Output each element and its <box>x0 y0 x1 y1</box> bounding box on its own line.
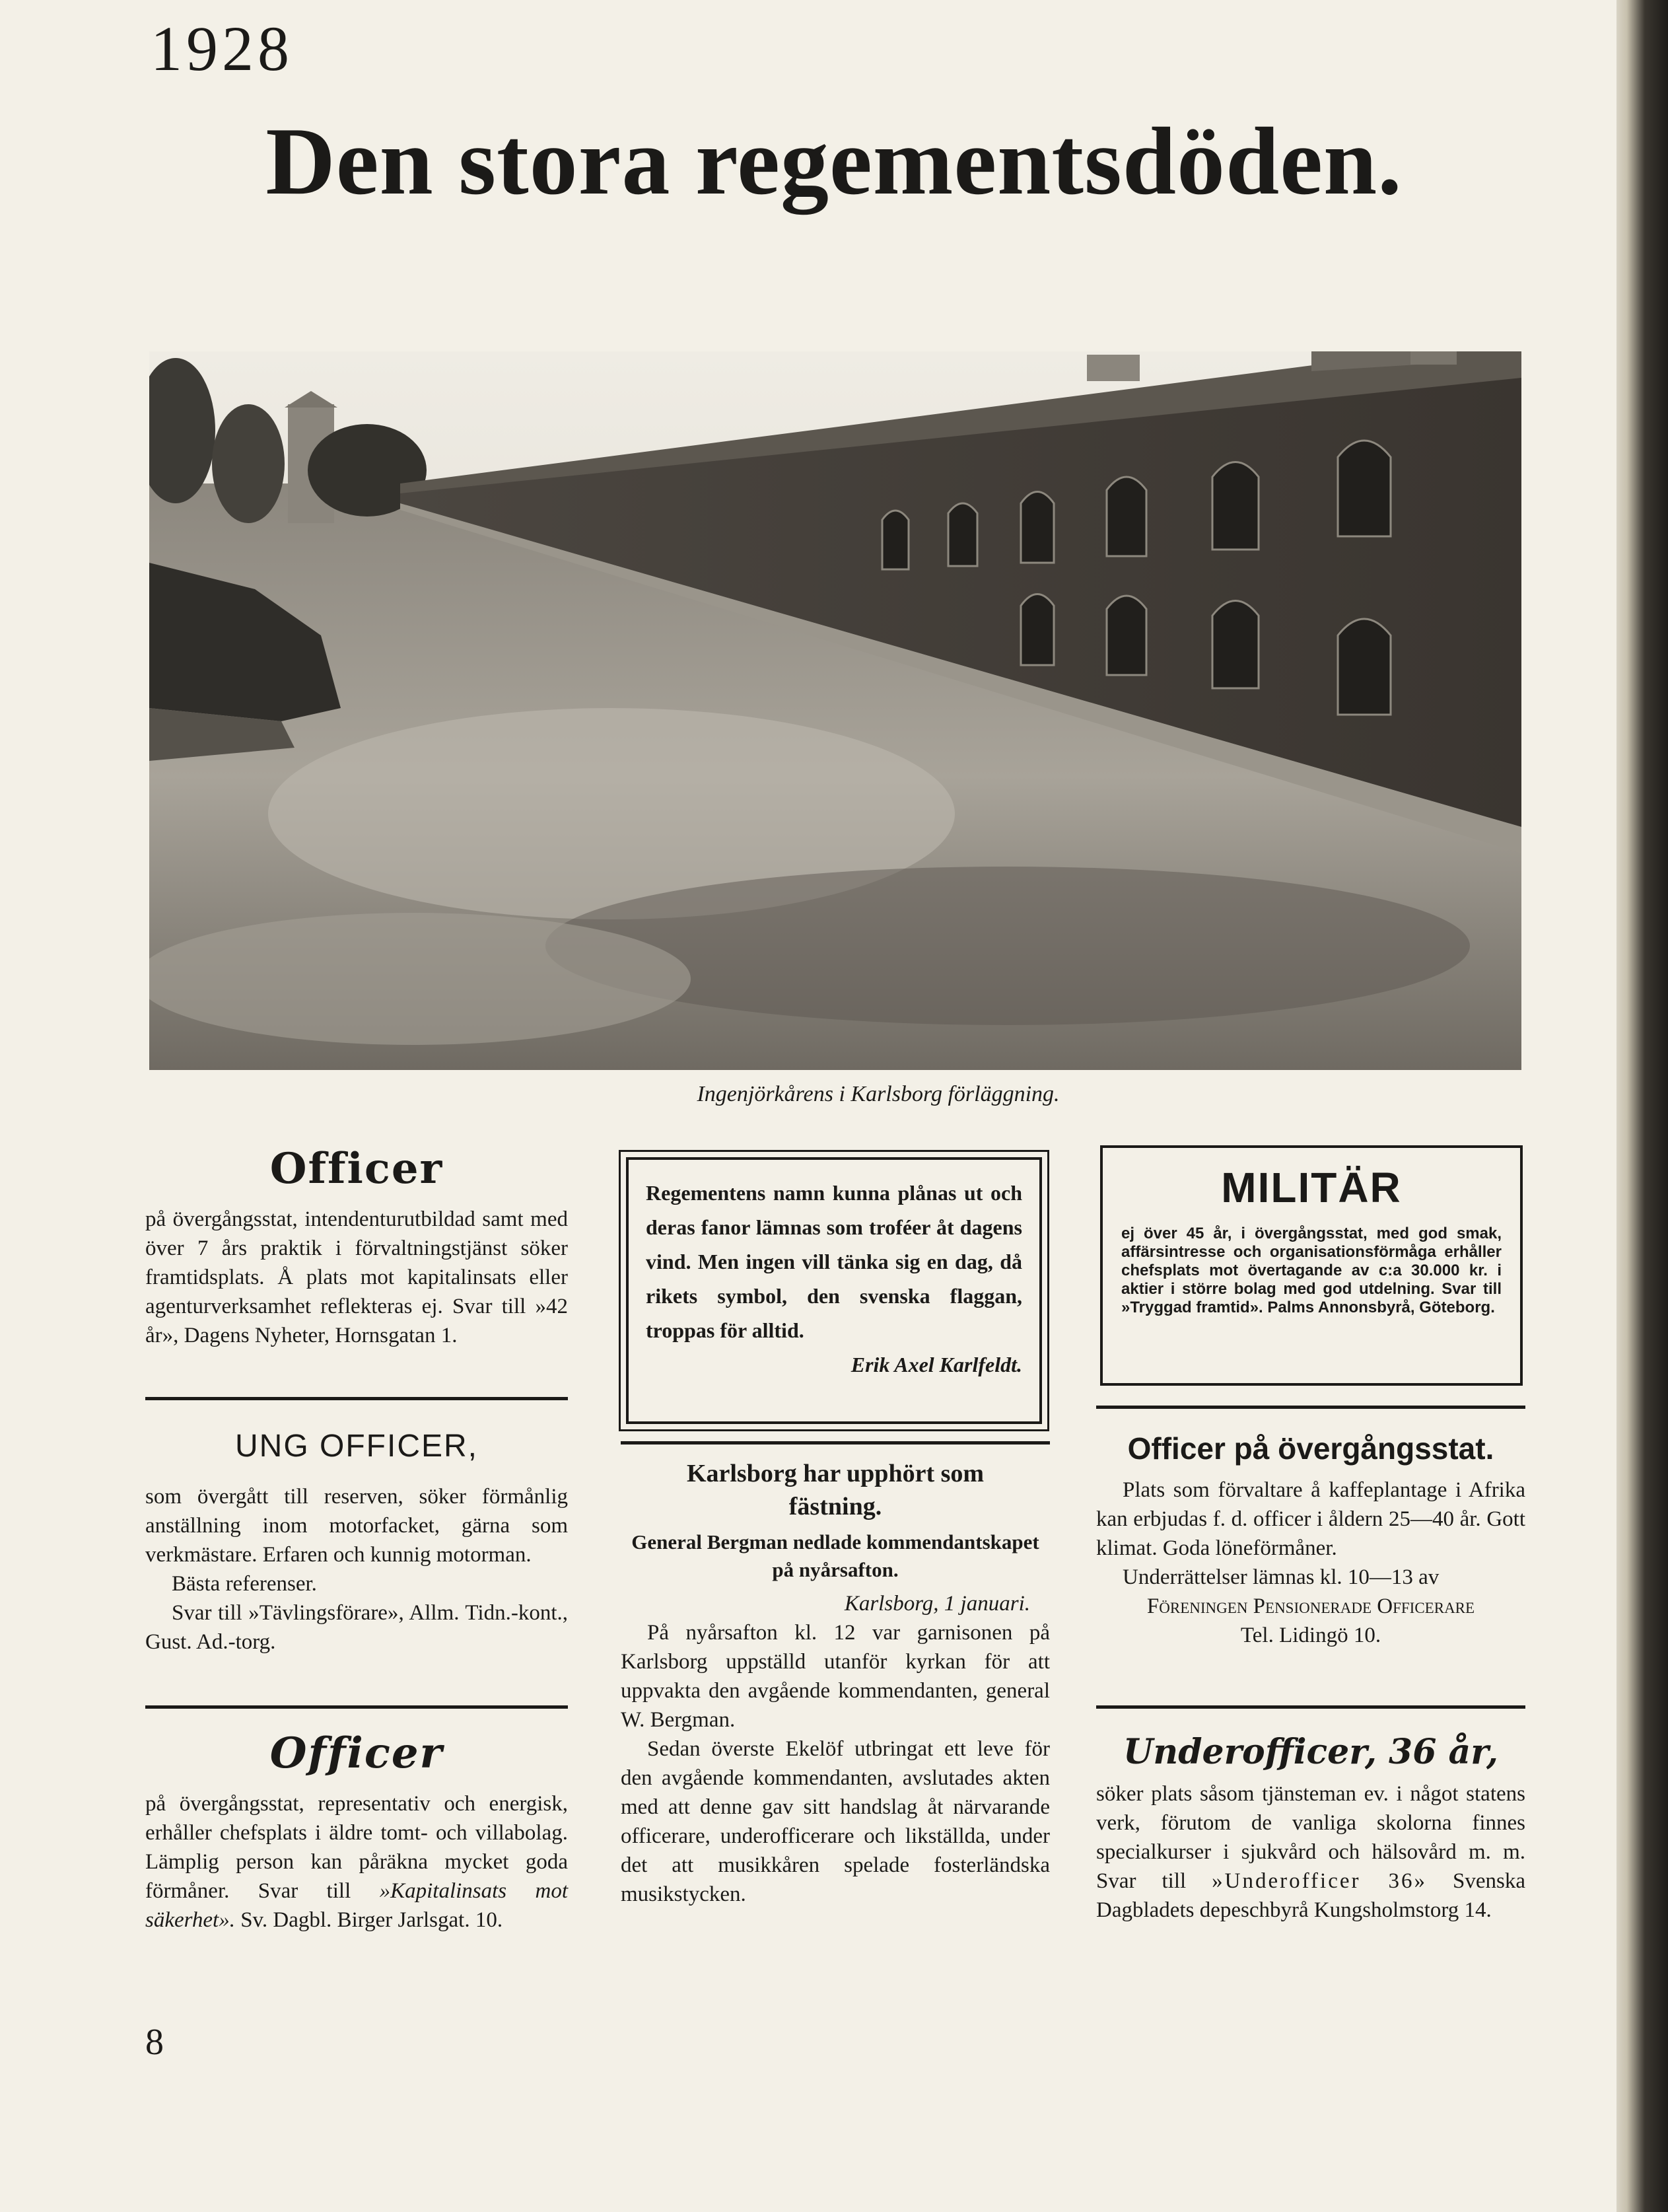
ad-ung-officer <box>145 1427 568 1657</box>
divider <box>621 1441 1050 1445</box>
barracks-illustration <box>149 351 1521 1070</box>
quote-text: Regementens namn kunna plånas ut och deras fanor lämnas som troféer åt dagens vind. Men ingen vill tänka sig en dag, då rikets symbol, den svenska flaggan, troppas för alltid. <box>646 1181 1022 1342</box>
ad-underofficer-address: Svenska Dagbladets depeschbyrå Kungsholmstorg 14. <box>1096 1869 1525 1922</box>
article-paragraph-2: Sedan överste Ekelöf utbringat ett leve för den avgående kommendanten, avslutades akten med att denne gav sitt handslag åt närvarande officerare, underofficerare och likställda, under det att musikkåren spelade fosterländska musikstycken. <box>621 1737 1050 1906</box>
page-number: 8 <box>145 2022 164 2063</box>
article-subheadline: General Bergman nedlade kommendantskapet på nyårsafton. <box>631 1530 1039 1581</box>
divider <box>1096 1705 1525 1709</box>
ad-officer-2 <box>145 1727 568 1935</box>
ad-officer-2-heading: Officer <box>269 1729 444 1778</box>
ad-overgangsstat-text: Plats som förvaltare å kaffeplantage i Afrika kan erbjudas f. d. officer i åldern 25—40 år. Gott klimat. Goda löneförmåner. <box>1096 1478 1525 1560</box>
ad-underofficer-reply-code: »Underofficer 36» <box>1212 1869 1427 1893</box>
ad-militar-heading: MILITÄR <box>1221 1164 1402 1211</box>
article-headline: Karlsborg har upphört som fästning. <box>686 1460 985 1520</box>
ad-overgangsstat-org: Föreningen Pensionerade Officerare <box>1146 1594 1475 1618</box>
ad-officer-2-address: Sv. Dagbl. Birger Jarlsgat. 10. <box>234 1908 503 1932</box>
ad-officer-1-heading: Officer <box>269 1144 444 1194</box>
article-dateline: Karlsborg, 1 januari. <box>844 1592 1030 1616</box>
ad-overgangsstat-tel: Tel. Lidingö 10. <box>1240 1623 1381 1647</box>
ad-ung-officer-reply: Svar till »Tävlingsförare», Allm. Tidn.-kont., Gust. Ad.-torg. <box>145 1601 568 1654</box>
divider <box>1096 1406 1525 1409</box>
ad-underofficer <box>1096 1729 1525 1925</box>
article-karlsborg <box>621 1457 1050 1909</box>
article-paragraph-1: På nyårsafton kl. 12 var garnisonen på Karlsborg uppställd utanför kyrkan för att uppvakta den avgående kommendanten, general W. Bergman. <box>621 1621 1050 1732</box>
ad-overgangsstat-contact: Underrättelser lämnas kl. 10—13 av <box>1123 1565 1440 1589</box>
page-year: 1928 <box>151 13 293 84</box>
ad-officer-2-reply-code: »Kapitalinsats mot säkerhet». <box>145 1879 568 1932</box>
divider <box>145 1705 568 1709</box>
divider <box>145 1397 568 1400</box>
ad-officer-1-text: på övergångsstat, intendenturutbildad samt med över 7 års praktik i förvaltningstjänst söker framtidsplats. Å plats mot kapitalinsats eller agenturverksamhet reflekteras ej. Svar till »42 år», Dagens Nyheter, Hornsgatan 1. <box>145 1207 568 1347</box>
ad-underofficer-text: söker plats såsom tjänsteman ev. i något statens verk, förutom de vanliga skolorna finnes specialkurser i sjukvård och hälsovård m. m. Svar till <box>1096 1782 1525 1893</box>
karlfeldt-quote-box <box>626 1157 1042 1424</box>
ad-officer-2-text: på övergångsstat, representativ och energisk, erhåller chefsplats i äldre tomt- och villabolag. Lämplig person kan påräkna mycket goda förmåner. Svar till <box>145 1792 568 1903</box>
ad-ung-officer-references: Bästa referenser. <box>172 1572 317 1596</box>
page-title: Den stora regementsdöden. <box>265 108 1403 215</box>
photo-caption: Ingenjörkårens i Karlsborg förläggning. <box>697 1082 1060 1106</box>
ad-militar-box <box>1100 1145 1523 1386</box>
ad-ung-officer-heading: UNG OFFICER, <box>235 1429 478 1464</box>
quote-author: Erik Axel Karlfeldt. <box>851 1353 1022 1376</box>
ad-ung-officer-text: som övergått till reserven, söker förmånlig anställning inom motorfacket, gärna som verkmästare. Erfaren och kunnig motorman. <box>145 1485 568 1567</box>
ad-officer-overgangsstat <box>1096 1428 1525 1650</box>
book-spine-shadow <box>1616 0 1668 2212</box>
ad-militar-text: ej över 45 år, i övergångsstat, med god smak, affärsintresse och organisationsförmåga erhåller chefsplats mot övertagande av c:a 30.000 kr. i aktier i större bolag med god utdelning. Svar till »Tryggad framtid». Palms Annonsbyrå, Göteborg. <box>1121 1225 1502 1316</box>
ad-overgangsstat-heading: Officer på övergångsstat. <box>1127 1431 1494 1466</box>
barracks-photo <box>149 351 1521 1070</box>
ad-underofficer-heading: Underofficer, 36 år, <box>1123 1732 1498 1772</box>
ad-officer-1 <box>145 1143 568 1350</box>
